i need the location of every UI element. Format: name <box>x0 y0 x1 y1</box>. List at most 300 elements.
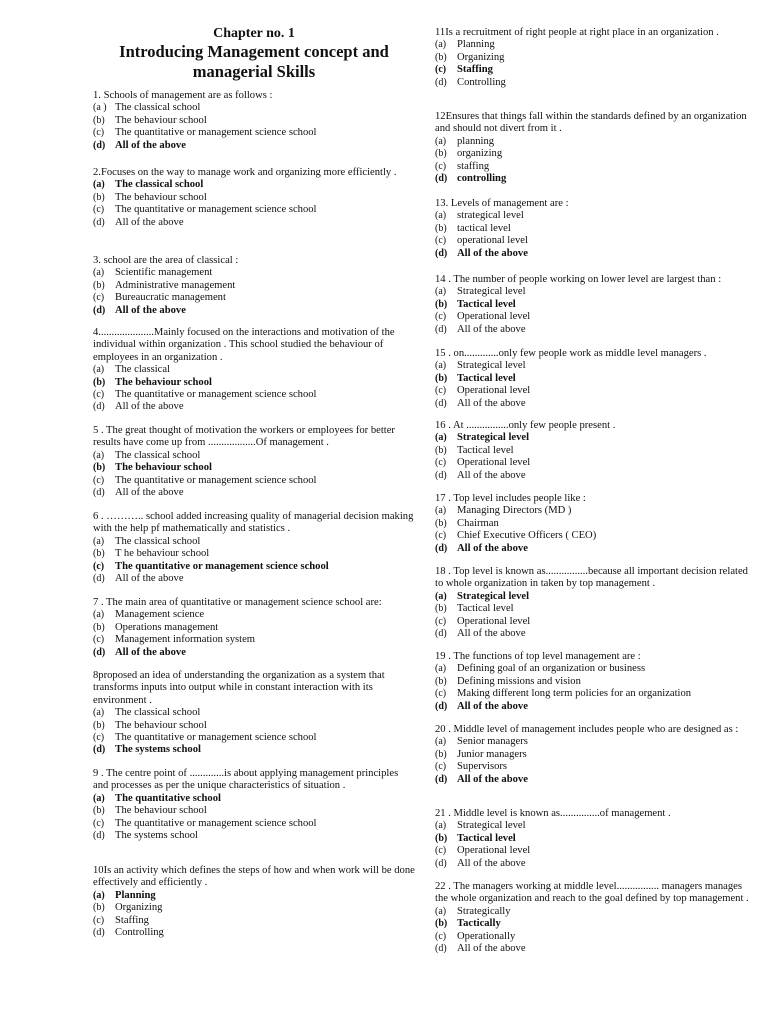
option-letter: (a) <box>93 179 105 191</box>
option-letter: (c) <box>435 64 447 76</box>
question-text: 17 . Top level includes people like : <box>435 493 586 504</box>
option-letter: (c) <box>435 311 447 323</box>
answer-option <box>435 616 753 628</box>
option-text: All of the above <box>457 469 526 481</box>
option-text: Supervisors <box>457 761 508 773</box>
chapter-heading: Chapter no. 1 <box>213 26 295 41</box>
question-text: 15 . on.............only few people work as middle level managers . <box>435 348 707 359</box>
option-text: Bureaucratic management <box>115 292 226 304</box>
answer-option <box>93 475 415 487</box>
option-text: tactical level <box>457 222 511 234</box>
question-18 <box>435 566 753 640</box>
question-text: 10Is an activity which defines the steps of how and when work will be done effectively and efficiently . <box>93 865 415 889</box>
option-letter: (b) <box>435 444 447 456</box>
answer-option <box>435 918 753 930</box>
answer-option <box>435 603 753 615</box>
question-text: 5 . The great thought of motivation the workers or employees for better results have come up from ..................Of management . <box>93 425 395 449</box>
answer-option <box>93 915 415 927</box>
answer-option <box>93 401 415 413</box>
option-text: Operational level <box>457 615 531 627</box>
answer-option <box>435 701 753 713</box>
answer-option <box>435 833 753 845</box>
answer-option <box>93 561 415 573</box>
option-letter: (b) <box>435 298 448 310</box>
option-text: The behaviour school <box>115 462 212 474</box>
option-letter: (b) <box>435 517 447 529</box>
answer-option <box>435 324 753 336</box>
question-text: 4.....................Mainly focused on the interactions and motivation of the individual within organization . This school studied the behaviour of employees in an organization . <box>93 327 395 363</box>
answer-options <box>435 432 753 482</box>
option-letter: (c) <box>93 474 105 486</box>
option-letter: (c) <box>435 530 447 542</box>
answer-option <box>435 943 753 955</box>
option-letter: (d) <box>435 628 447 640</box>
answer-options <box>93 179 415 229</box>
option-text: strategical level <box>457 210 524 222</box>
option-letter: (d) <box>93 304 106 316</box>
answer-option <box>93 890 415 902</box>
option-letter: (d) <box>435 76 447 88</box>
answer-options <box>435 210 753 260</box>
answer-option <box>93 634 415 646</box>
answer-options <box>93 536 415 586</box>
option-text: Operationally <box>457 930 516 942</box>
option-letter: (a) <box>93 792 105 804</box>
question-text: 19 . The functions of top level management are : <box>435 651 641 662</box>
answer-option <box>435 858 753 870</box>
option-letter: (a) <box>93 889 105 901</box>
answer-option <box>93 377 415 389</box>
option-text: Management science <box>115 609 205 621</box>
option-letter: (d) <box>93 401 105 413</box>
option-letter: (a ) <box>93 102 107 114</box>
answer-option <box>435 663 753 675</box>
answer-options <box>435 360 753 410</box>
option-letter: (c) <box>93 292 105 304</box>
question-9 <box>93 768 415 842</box>
option-text: Strategically <box>457 905 511 917</box>
question-17 <box>435 493 753 555</box>
question-4 <box>93 327 415 414</box>
answer-options <box>435 736 753 786</box>
option-text: Organizing <box>115 902 163 914</box>
answer-options <box>435 591 753 641</box>
option-letter: (a) <box>435 820 447 832</box>
answer-option <box>435 136 753 148</box>
option-letter: (c) <box>435 615 447 627</box>
option-text: All of the above <box>457 323 526 335</box>
option-letter: (b) <box>93 279 105 291</box>
answer-option <box>435 210 753 222</box>
option-letter: (d) <box>435 397 447 409</box>
answer-option <box>435 148 753 160</box>
option-letter: (b) <box>93 114 105 126</box>
question-text: 18 . Top level is known as................because all important decision related to whole organization in taken by top management . <box>435 566 748 590</box>
answer-option <box>93 179 415 191</box>
answer-options <box>435 663 753 713</box>
answer-option <box>93 450 415 462</box>
question-text: 12Ensures that things fall within the standards defined by an organization and should not divert from it . <box>435 111 747 135</box>
answer-options <box>435 505 753 555</box>
option-letter: (b) <box>93 548 105 560</box>
option-letter: (a) <box>93 535 105 547</box>
option-text: All of the above <box>457 628 526 640</box>
option-letter: (b) <box>93 191 105 203</box>
option-text: Operational level <box>457 311 531 323</box>
answer-option <box>435 299 753 311</box>
question-21 <box>435 808 753 870</box>
option-text: Controlling <box>115 927 164 939</box>
option-text: Administrative management <box>115 279 236 291</box>
option-letter: (c) <box>93 204 105 216</box>
answer-option <box>93 536 415 548</box>
question-text: 3. school are the area of classical : <box>93 255 239 266</box>
option-letter: (b) <box>93 805 105 817</box>
answer-option <box>435 931 753 943</box>
option-letter: (c) <box>93 560 105 572</box>
question-text: 9 . The centre point of .............is about applying management principles and processes as per the unique characteristics of situation . <box>93 768 399 792</box>
answer-option <box>93 622 415 634</box>
option-letter: (d) <box>435 173 448 185</box>
option-text: All of the above <box>115 304 186 316</box>
option-letter: (a) <box>93 449 105 461</box>
option-letter: (c) <box>435 688 447 700</box>
answer-option <box>93 462 415 474</box>
answer-option <box>93 902 415 914</box>
option-text: Tactical level <box>457 603 514 615</box>
option-text: Managing Directors (MD ) <box>457 505 572 517</box>
option-text: The quantitative or management science school <box>115 817 317 829</box>
answer-option <box>435 311 753 323</box>
option-letter: (a) <box>435 360 447 372</box>
option-text: The behaviour school <box>115 376 212 388</box>
option-letter: (b) <box>435 832 448 844</box>
answer-option <box>93 305 415 317</box>
option-letter: (a) <box>93 609 105 621</box>
question-5 <box>93 425 415 499</box>
option-text: The behaviour school <box>115 719 207 731</box>
answer-option <box>435 518 753 530</box>
question-text: 6 . ……….. school added increasing quality of managerial decision making with the help pf mathematically and statistics . <box>93 511 414 535</box>
option-letter: (b) <box>435 372 448 384</box>
answer-option <box>93 389 415 401</box>
option-text: Organizing <box>457 51 505 63</box>
answer-options <box>435 286 753 336</box>
option-letter: (a) <box>435 590 447 602</box>
option-letter: (a) <box>435 905 447 917</box>
option-letter: (b) <box>93 902 105 914</box>
option-letter: (d) <box>435 857 447 869</box>
answer-option <box>435 432 753 444</box>
question-text: 7 . The main area of quantitative or management science school are: <box>93 597 382 608</box>
option-text: Strategical level <box>457 432 530 444</box>
option-letter: (c) <box>435 930 447 942</box>
answer-option <box>435 543 753 555</box>
option-text: controlling <box>457 173 507 185</box>
option-text: Tactical level <box>457 372 516 384</box>
option-text: All of the above <box>115 487 184 499</box>
option-text: All of the above <box>115 646 186 658</box>
question-text: 11Is a recruitment of right people at right place in an organization . <box>435 27 719 38</box>
answer-option <box>93 292 415 304</box>
answer-option <box>435 385 753 397</box>
option-letter: (b) <box>435 748 447 760</box>
question-text: 21 . Middle level is known as...............of management . <box>435 808 671 819</box>
question-13 <box>435 198 753 260</box>
answer-option <box>93 127 415 139</box>
option-text: The quantitative school <box>115 792 221 804</box>
option-text: Strategical level <box>457 286 526 298</box>
answer-option <box>93 204 415 216</box>
question-text: 13. Levels of management are : <box>435 198 569 209</box>
option-letter: (a) <box>435 505 447 517</box>
option-text: All of the above <box>457 397 526 409</box>
answer-option <box>93 115 415 127</box>
answer-option <box>435 820 753 832</box>
option-letter: (d) <box>435 247 448 259</box>
answer-option <box>435 248 753 260</box>
answer-option <box>93 647 415 659</box>
option-text: All of the above <box>457 857 526 869</box>
answer-option <box>435 688 753 700</box>
question-text: 22 . The managers working at middle level................ managers manages the whole organization and reach to the goal defined by top management . <box>435 881 749 905</box>
option-letter: (d) <box>435 943 447 955</box>
option-letter: (c) <box>435 457 447 469</box>
option-letter: (c) <box>435 845 447 857</box>
option-text: Staffing <box>115 914 149 926</box>
answer-option <box>435 77 753 89</box>
option-text: Strategical level <box>457 360 526 372</box>
option-letter: (b) <box>93 462 106 474</box>
option-letter: (a) <box>435 210 447 222</box>
answer-option <box>93 267 415 279</box>
answer-option <box>93 609 415 621</box>
option-text: Strategical level <box>457 820 526 832</box>
page-title-line-1: Introducing Management concept and <box>119 42 389 61</box>
question-19 <box>435 651 753 713</box>
option-text: Junior managers <box>457 748 527 760</box>
option-letter: (d) <box>93 646 106 658</box>
answer-option <box>93 280 415 292</box>
answer-option <box>435 530 753 542</box>
option-letter: (b) <box>435 675 447 687</box>
option-text: Tactically <box>457 918 501 930</box>
option-letter: (a) <box>435 286 447 298</box>
answer-option <box>435 676 753 688</box>
option-text: Making different long term policies for an organization <box>457 688 692 700</box>
answer-option <box>93 818 415 830</box>
option-text: The classical school <box>115 449 201 461</box>
option-letter: (d) <box>93 927 105 939</box>
option-letter: (c) <box>435 160 447 172</box>
option-text: All of the above <box>115 401 184 413</box>
option-letter: (c) <box>93 127 105 139</box>
option-letter: (b) <box>435 603 447 615</box>
answer-option <box>93 364 415 376</box>
option-letter: (b) <box>435 148 447 160</box>
option-text: Management information system <box>115 634 256 646</box>
answer-options <box>435 39 753 89</box>
option-letter: (d) <box>93 216 105 228</box>
option-text: The systems school <box>115 744 201 756</box>
option-text: The quantitative or management science school <box>115 560 329 572</box>
option-text: Defining goal of an organization or business <box>457 663 646 675</box>
answer-option <box>435 774 753 786</box>
question-text: 20 . Middle level of management includes people who are designed as : <box>435 724 739 735</box>
option-letter: (d) <box>435 323 447 335</box>
option-letter: (d) <box>93 573 105 585</box>
question-text: 2.Focuses on the way to manage work and organizing more efficiently . <box>93 167 397 178</box>
option-text: Tactical level <box>457 832 516 844</box>
option-text: All of the above <box>115 573 184 585</box>
option-text: Controlling <box>457 76 506 88</box>
option-letter: (a) <box>435 39 447 51</box>
option-letter: (a) <box>93 364 105 376</box>
answer-options <box>93 609 415 659</box>
question-2 <box>93 167 415 229</box>
option-letter: (c) <box>93 732 105 744</box>
option-text: Planning <box>457 39 495 51</box>
answer-option <box>435 736 753 748</box>
question-22 <box>435 881 753 955</box>
option-letter: (d) <box>93 139 106 151</box>
question-6 <box>93 511 415 585</box>
answer-options <box>93 364 415 414</box>
option-text: staffing <box>457 160 490 172</box>
option-text: Operational level <box>457 845 531 857</box>
answer-options <box>93 890 415 940</box>
answer-option <box>435 470 753 482</box>
option-text: The classical school <box>115 102 201 114</box>
option-letter: (d) <box>435 700 448 712</box>
option-text: Chairman <box>457 517 499 529</box>
answer-option <box>435 761 753 773</box>
answer-option <box>93 573 415 585</box>
option-text: Defining missions and vision <box>457 675 581 687</box>
answer-option <box>435 235 753 247</box>
answer-option <box>435 286 753 298</box>
answer-options <box>93 267 415 317</box>
answer-option <box>435 223 753 235</box>
option-text: The classical school <box>115 707 201 719</box>
option-letter: (d) <box>435 542 448 554</box>
question-11 <box>435 27 753 89</box>
option-text: The behaviour school <box>115 114 207 126</box>
option-letter: (d) <box>93 487 105 499</box>
option-letter: (b) <box>435 918 448 930</box>
answer-option <box>435 457 753 469</box>
option-text: Chief Executive Officers ( CEO) <box>457 530 597 542</box>
answer-option <box>435 360 753 372</box>
option-text: Tactical level <box>457 444 514 456</box>
answer-options <box>435 136 753 186</box>
question-8 <box>93 670 415 757</box>
answer-option <box>435 445 753 457</box>
option-text: The classical school <box>115 535 201 547</box>
option-text: Scientific management <box>115 267 213 279</box>
option-text: The quantitative or management science school <box>115 732 317 744</box>
option-letter: (c) <box>93 817 105 829</box>
answer-options <box>435 906 753 956</box>
option-text: All of the above <box>457 773 528 785</box>
answer-option <box>93 140 415 152</box>
option-letter: (b) <box>93 376 106 388</box>
question-7 <box>93 597 415 659</box>
option-letter: (c) <box>435 235 447 247</box>
option-text: planning <box>457 135 495 147</box>
option-letter: (a) <box>435 736 447 748</box>
answer-option <box>435 591 753 603</box>
page-title-line-2: managerial Skills <box>192 62 316 81</box>
option-text: Operational level <box>457 457 531 469</box>
question-20 <box>435 724 753 786</box>
question-text: 16 . At ................only few people present . <box>435 420 616 431</box>
option-letter: (a) <box>435 135 447 147</box>
question-12 <box>435 111 753 185</box>
option-letter: (d) <box>93 830 105 842</box>
answer-option <box>93 830 415 842</box>
answer-option <box>93 192 415 204</box>
option-letter: (c) <box>93 914 105 926</box>
question-14 <box>435 274 753 336</box>
question-text: 1. Schools of management are as follows : <box>93 90 273 101</box>
option-text: Strategical level <box>457 590 530 602</box>
option-text: The classical school <box>115 179 204 191</box>
option-letter: (c) <box>93 389 105 401</box>
answer-option <box>93 707 415 719</box>
option-text: operational level <box>457 235 528 247</box>
answer-options <box>93 102 415 152</box>
answer-option <box>435 64 753 76</box>
answer-options <box>93 793 415 843</box>
question-10 <box>93 865 415 939</box>
option-text: The quantitative or management science school <box>115 127 317 139</box>
answer-option <box>93 732 415 744</box>
question-16 <box>435 420 753 482</box>
option-text: All of the above <box>457 542 528 554</box>
option-text: The behaviour school <box>115 191 207 203</box>
option-letter: (b) <box>435 222 447 234</box>
question-text: 8proposed an idea of understanding the organization as a system that transforms inputs into output while in constant interaction with its environment . <box>93 670 385 706</box>
option-letter: (d) <box>435 469 447 481</box>
option-letter: (a) <box>93 267 105 279</box>
answer-option <box>435 161 753 173</box>
question-text: 14 . The number of people working on lower level are largest than : <box>435 274 722 285</box>
answer-option <box>93 744 415 756</box>
answer-option <box>435 628 753 640</box>
answer-option <box>93 548 415 560</box>
option-text: The quantitative or management science school <box>115 474 317 486</box>
answer-option <box>93 217 415 229</box>
answer-options <box>93 707 415 757</box>
answer-option <box>93 102 415 114</box>
option-letter: (a) <box>435 663 447 675</box>
answer-option <box>435 398 753 410</box>
option-letter: (d) <box>435 773 448 785</box>
option-text: The classical <box>115 364 171 376</box>
option-text: Senior managers <box>457 736 528 748</box>
option-letter: (c) <box>435 761 447 773</box>
option-letter: (b) <box>93 621 105 633</box>
option-text: All of the above <box>457 700 528 712</box>
question-3 <box>93 255 415 317</box>
option-letter: (b) <box>435 51 447 63</box>
answer-option <box>93 487 415 499</box>
answer-option <box>93 720 415 732</box>
option-text: organizing <box>457 148 503 160</box>
answer-option <box>435 845 753 857</box>
answer-option <box>435 373 753 385</box>
